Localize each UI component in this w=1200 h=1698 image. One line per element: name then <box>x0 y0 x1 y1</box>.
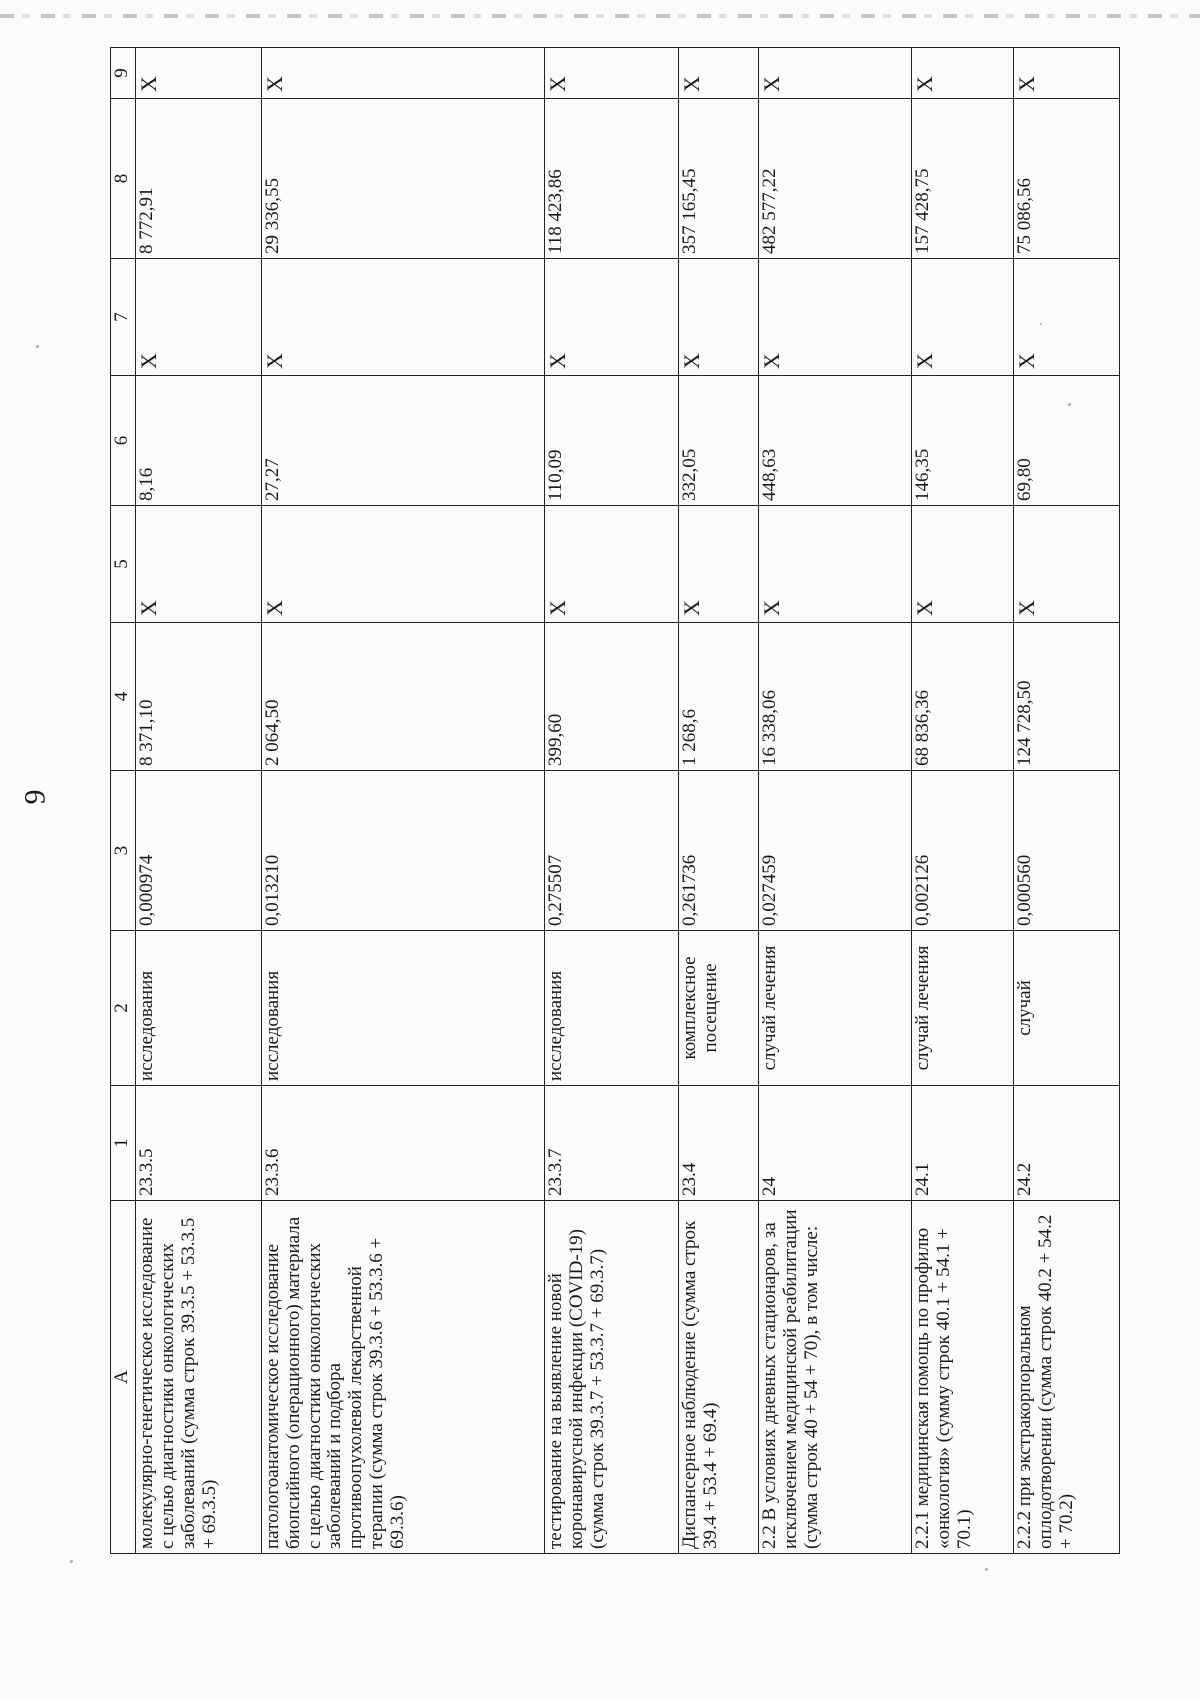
value-cell: 357 165,45 <box>679 99 759 259</box>
row-code: 23.4 <box>679 1086 759 1201</box>
row-description: 2.2 В условиях дневных стационаров, за исключением медицинской реабилитации (сумма строк 40 + 54 + 70), в том числе: <box>759 1201 912 1554</box>
unit-cell: случай лечения <box>911 931 1013 1086</box>
row-description: 2.2.2 при экстракорпоральном оплодотворении (сумма строк 40.2 + 54.2 + 70.2) <box>1014 1201 1120 1554</box>
x-mark-cell: Х <box>545 48 679 99</box>
x-mark-cell: Х <box>911 506 1013 623</box>
value-cell: 0,002126 <box>911 771 1013 931</box>
value-cell: 8 371,10 <box>136 623 262 771</box>
value-cell: 0,261736 <box>679 771 759 931</box>
value-cell: 69,80 <box>1014 376 1120 506</box>
header-cell: А <box>111 1201 136 1554</box>
table-row <box>261 48 544 1554</box>
x-mark-cell: Х <box>261 48 544 99</box>
row-code: 24 <box>759 1086 912 1201</box>
value-cell: 0,013210 <box>261 771 544 931</box>
x-mark-cell: Х <box>136 259 262 376</box>
x-mark-cell: Х <box>545 259 679 376</box>
value-cell: 448,63 <box>759 376 912 506</box>
x-mark-cell: Х <box>1014 259 1120 376</box>
value-cell: 2 064,50 <box>261 623 544 771</box>
scan-speck <box>36 345 39 348</box>
rotated-table-wrapper <box>110 48 1120 1554</box>
value-cell: 16 338,06 <box>759 623 912 771</box>
x-mark-cell: Х <box>261 506 544 623</box>
row-code: 24.1 <box>911 1086 1013 1201</box>
value-cell: 332,05 <box>679 376 759 506</box>
header-cell: 1 <box>111 1086 136 1201</box>
value-cell: 8,16 <box>136 376 262 506</box>
value-cell: 118 423,86 <box>545 99 679 259</box>
header-row <box>111 48 136 1554</box>
x-mark-cell: Х <box>261 259 544 376</box>
value-cell: 29 336,55 <box>261 99 544 259</box>
row-description: тестирование на выявление новой коронавирусной инфекции (COVID-19) (сумма строк 39.3.7 + 53.3.7 + 69.3.7) <box>545 1201 679 1554</box>
x-mark-cell: Х <box>759 48 912 99</box>
value-cell: 1 268,6 <box>679 623 759 771</box>
value-cell: 482 577,22 <box>759 99 912 259</box>
unit-cell: комплексное посещение <box>679 931 759 1086</box>
value-cell: 110,09 <box>545 376 679 506</box>
unit-cell: исследования <box>136 931 262 1086</box>
table-row <box>136 48 262 1554</box>
value-cell: 146,35 <box>911 376 1013 506</box>
x-mark-cell: Х <box>679 48 759 99</box>
value-cell: 0,000560 <box>1014 771 1120 931</box>
scan-speck <box>985 1568 988 1571</box>
value-cell: 399,60 <box>545 623 679 771</box>
scan-artifact-top-edge <box>0 14 1200 18</box>
value-cell: 8 772,91 <box>136 99 262 259</box>
row-code: 23.3.6 <box>261 1086 544 1201</box>
unit-cell: исследования <box>545 931 679 1086</box>
value-cell: 27,27 <box>261 376 544 506</box>
header-cell: 9 <box>111 48 136 99</box>
header-cell: 7 <box>111 259 136 376</box>
header-cell: 3 <box>111 771 136 931</box>
value-cell: 0,000974 <box>136 771 262 931</box>
x-mark-cell: Х <box>759 259 912 376</box>
x-mark-cell: Х <box>136 506 262 623</box>
row-code: 23.3.7 <box>545 1086 679 1201</box>
x-mark-cell: Х <box>545 506 679 623</box>
page-number: 9 <box>18 789 52 805</box>
header-cell: 4 <box>111 623 136 771</box>
row-description: патологоанатомическое исследование биопсийного (операционного) материала с целью диагностики онкологических заболеваний и подбора противоопухолевой лекарственной терапии (сумма строк 39.3.6 + 53.3.6 + 69.3.6) <box>261 1201 544 1554</box>
table-row <box>545 48 679 1554</box>
value-cell: 0,027459 <box>759 771 912 931</box>
header-cell: 5 <box>111 506 136 623</box>
value-cell: 0,275507 <box>545 771 679 931</box>
x-mark-cell: Х <box>1014 48 1120 99</box>
x-mark-cell: Х <box>911 48 1013 99</box>
unit-cell: случай лечения <box>759 931 912 1086</box>
value-cell: 124 728,50 <box>1014 623 1120 771</box>
value-cell: 75 086,56 <box>1014 99 1120 259</box>
x-mark-cell: Х <box>1014 506 1120 623</box>
unit-cell: исследования <box>261 931 544 1086</box>
value-cell: 68 836,36 <box>911 623 1013 771</box>
value-cell: 157 428,75 <box>911 99 1013 259</box>
scan-speck <box>70 1560 73 1563</box>
row-code: 24.2 <box>1014 1086 1120 1201</box>
x-mark-cell: Х <box>911 259 1013 376</box>
row-code: 23.3.5 <box>136 1086 262 1201</box>
financing-table <box>110 47 1120 1554</box>
table-row <box>911 48 1013 1554</box>
x-mark-cell: Х <box>679 506 759 623</box>
header-cell: 2 <box>111 931 136 1086</box>
header-cell: 8 <box>111 99 136 259</box>
table-row <box>759 48 912 1554</box>
unit-cell: случай <box>1014 931 1120 1086</box>
row-description: Диспансерное наблюдение (сумма строк 39.4 + 53.4 + 69.4) <box>679 1201 759 1554</box>
table-row <box>1014 48 1120 1554</box>
x-mark-cell: Х <box>136 48 262 99</box>
x-mark-cell: Х <box>679 259 759 376</box>
table-row <box>679 48 759 1554</box>
header-cell: 6 <box>111 376 136 506</box>
row-description: 2.2.1 медицинская помощь по профилю «онкология» (сумму строк 40.1 + 54.1 + 70.1) <box>911 1201 1013 1554</box>
row-description: молекулярно-генетическое исследование с целью диагностики онкологических заболеваний (сумма строк 39.3.5 + 53.3.5 + 69.3.5) <box>136 1201 262 1554</box>
x-mark-cell: Х <box>759 506 912 623</box>
